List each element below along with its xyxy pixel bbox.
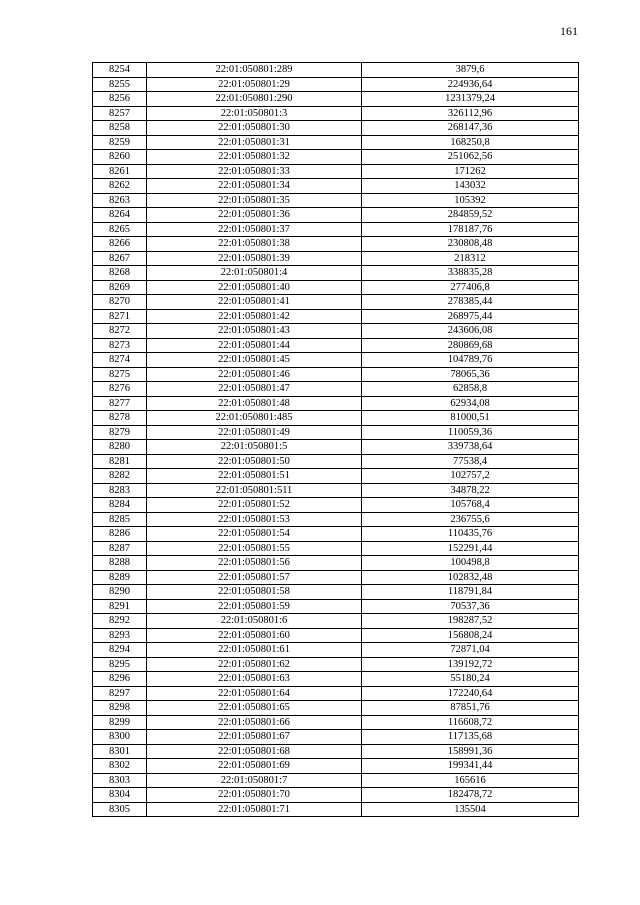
table-row — [93, 106, 579, 121]
cadastral-value-cell: 199341,44 — [362, 759, 579, 774]
table-row — [93, 179, 579, 194]
cadastral-value-cell: 158991,36 — [362, 744, 579, 759]
cadastral-number-cell: 22:01:050801:51 — [147, 469, 362, 484]
row-number-cell: 8269 — [93, 280, 147, 295]
row-number-cell: 8292 — [93, 614, 147, 629]
cadastral-number-cell: 22:01:050801:290 — [147, 92, 362, 107]
cadastral-number-cell: 22:01:050801:65 — [147, 701, 362, 716]
cadastral-number-cell: 22:01:050801:485 — [147, 411, 362, 426]
table-row — [93, 353, 579, 368]
cadastral-value-cell: 198287,52 — [362, 614, 579, 629]
table-row — [93, 570, 579, 585]
table-row — [93, 556, 579, 571]
cadastral-value-cell: 243606,08 — [362, 324, 579, 339]
table-row — [93, 150, 579, 165]
cadastral-value-cell: 110059,36 — [362, 425, 579, 440]
table-row — [93, 672, 579, 687]
cadastral-value-cell: 78065,36 — [362, 367, 579, 382]
table-row — [93, 208, 579, 223]
row-number-cell: 8301 — [93, 744, 147, 759]
cadastral-value-cell: 70537,36 — [362, 599, 579, 614]
cadastral-value-cell: 152291,44 — [362, 541, 579, 556]
row-number-cell: 8287 — [93, 541, 147, 556]
table-row — [93, 266, 579, 281]
cadastral-value-cell: 110435,76 — [362, 527, 579, 542]
cadastral-number-cell: 22:01:050801:55 — [147, 541, 362, 556]
row-number-cell: 8272 — [93, 324, 147, 339]
table-row — [93, 454, 579, 469]
cadastral-value-cell: 338835,28 — [362, 266, 579, 281]
cadastral-number-cell: 22:01:050801:30 — [147, 121, 362, 136]
cadastral-value-cell: 268147,36 — [362, 121, 579, 136]
cadastral-number-cell: 22:01:050801:29 — [147, 77, 362, 92]
cadastral-number-cell: 22:01:050801:6 — [147, 614, 362, 629]
cadastral-value-cell: 156808,24 — [362, 628, 579, 643]
cadastral-value-cell: 218312 — [362, 251, 579, 266]
row-number-cell: 8283 — [93, 483, 147, 498]
cadastral-value-cell: 104789,76 — [362, 353, 579, 368]
cadastral-value-cell: 139192,72 — [362, 657, 579, 672]
cadastral-number-cell: 22:01:050801:69 — [147, 759, 362, 774]
cadastral-number-cell: 22:01:050801:67 — [147, 730, 362, 745]
row-number-cell: 8271 — [93, 309, 147, 324]
table-row — [93, 802, 579, 817]
row-number-cell: 8266 — [93, 237, 147, 252]
cadastral-number-cell: 22:01:050801:3 — [147, 106, 362, 121]
table-row — [93, 396, 579, 411]
table-row — [93, 599, 579, 614]
cadastral-value-cell: 55180,24 — [362, 672, 579, 687]
row-number-cell: 8264 — [93, 208, 147, 223]
row-number-cell: 8275 — [93, 367, 147, 382]
cadastral-value-cell: 87851,76 — [362, 701, 579, 716]
table-row — [93, 440, 579, 455]
row-number-cell: 8257 — [93, 106, 147, 121]
table-row — [93, 483, 579, 498]
cadastral-number-cell: 22:01:050801:68 — [147, 744, 362, 759]
cadastral-number-cell: 22:01:050801:33 — [147, 164, 362, 179]
cadastral-number-cell: 22:01:050801:60 — [147, 628, 362, 643]
table-row — [93, 715, 579, 730]
cadastral-number-cell: 22:01:050801:7 — [147, 773, 362, 788]
cadastral-value-cell: 284859,52 — [362, 208, 579, 223]
table-row — [93, 585, 579, 600]
cadastral-number-cell: 22:01:050801:56 — [147, 556, 362, 571]
row-number-cell: 8256 — [93, 92, 147, 107]
cadastral-number-cell: 22:01:050801:59 — [147, 599, 362, 614]
cadastral-value-cell: 178187,76 — [362, 222, 579, 237]
cadastral-number-cell: 22:01:050801:62 — [147, 657, 362, 672]
row-number-cell: 8289 — [93, 570, 147, 585]
table-row — [93, 193, 579, 208]
table-row — [93, 788, 579, 803]
table-row — [93, 759, 579, 774]
cadastral-number-cell: 22:01:050801:47 — [147, 382, 362, 397]
cadastral-value-cell: 172240,64 — [362, 686, 579, 701]
row-number-cell: 8270 — [93, 295, 147, 310]
row-number-cell: 8280 — [93, 440, 147, 455]
row-number-cell: 8285 — [93, 512, 147, 527]
table-row — [93, 614, 579, 629]
cadastral-value-cell: 62858,8 — [362, 382, 579, 397]
table-row — [93, 367, 579, 382]
cadastral-value-cell: 105768,4 — [362, 498, 579, 513]
table-row — [93, 701, 579, 716]
cadastral-number-cell: 22:01:050801:34 — [147, 179, 362, 194]
row-number-cell: 8294 — [93, 643, 147, 658]
cadastral-value-cell: 268975,44 — [362, 309, 579, 324]
table-row — [93, 77, 579, 92]
cadastral-value-cell: 339738,64 — [362, 440, 579, 455]
table-row — [93, 686, 579, 701]
row-number-cell: 8254 — [93, 63, 147, 78]
table-row — [93, 251, 579, 266]
row-number-cell: 8259 — [93, 135, 147, 150]
cadastral-number-cell: 22:01:050801:41 — [147, 295, 362, 310]
cadastral-value-cell: 77538,4 — [362, 454, 579, 469]
cadastral-number-cell: 22:01:050801:71 — [147, 802, 362, 817]
row-number-cell: 8268 — [93, 266, 147, 281]
row-number-cell: 8300 — [93, 730, 147, 745]
cadastral-number-cell: 22:01:050801:53 — [147, 512, 362, 527]
table-row — [93, 527, 579, 542]
row-number-cell: 8286 — [93, 527, 147, 542]
cadastral-number-cell: 22:01:050801:46 — [147, 367, 362, 382]
row-number-cell: 8297 — [93, 686, 147, 701]
cadastral-number-cell: 22:01:050801:4 — [147, 266, 362, 281]
cadastral-value-cell: 277406,8 — [362, 280, 579, 295]
table-row — [93, 92, 579, 107]
row-number-cell: 8295 — [93, 657, 147, 672]
row-number-cell: 8296 — [93, 672, 147, 687]
table-row — [93, 309, 579, 324]
row-number-cell: 8276 — [93, 382, 147, 397]
cadastral-number-cell: 22:01:050801:35 — [147, 193, 362, 208]
table-row — [93, 295, 579, 310]
cadastral-number-cell: 22:01:050801:63 — [147, 672, 362, 687]
cadastral-number-cell: 22:01:050801:58 — [147, 585, 362, 600]
cadastral-number-cell: 22:01:050801:49 — [147, 425, 362, 440]
cadastral-number-cell: 22:01:050801:44 — [147, 338, 362, 353]
table-row — [93, 121, 579, 136]
table-row — [93, 541, 579, 556]
cadastral-value-cell: 102832,48 — [362, 570, 579, 585]
table-row — [93, 324, 579, 339]
row-number-cell: 8261 — [93, 164, 147, 179]
table-row — [93, 425, 579, 440]
row-number-cell: 8265 — [93, 222, 147, 237]
table-row — [93, 469, 579, 484]
row-number-cell: 8278 — [93, 411, 147, 426]
table-row — [93, 237, 579, 252]
row-number-cell: 8290 — [93, 585, 147, 600]
cadastral-number-cell: 22:01:050801:37 — [147, 222, 362, 237]
cadastral-number-cell: 22:01:050801:43 — [147, 324, 362, 339]
cadastral-value-cell: 1231379,24 — [362, 92, 579, 107]
cadastral-value-cell: 117135,68 — [362, 730, 579, 745]
row-number-cell: 8304 — [93, 788, 147, 803]
row-number-cell: 8302 — [93, 759, 147, 774]
cadastral-value-cell: 278385,44 — [362, 295, 579, 310]
cadastral-value-cell: 236755,6 — [362, 512, 579, 527]
row-number-cell: 8281 — [93, 454, 147, 469]
row-number-cell: 8293 — [93, 628, 147, 643]
cadastral-number-cell: 22:01:050801:39 — [147, 251, 362, 266]
row-number-cell: 8305 — [93, 802, 147, 817]
cadastral-value-cell: 3879,6 — [362, 63, 579, 78]
row-number-cell: 8267 — [93, 251, 147, 266]
cadastral-value-cell: 81000,51 — [362, 411, 579, 426]
page-number: 161 — [560, 24, 578, 38]
table-row — [93, 382, 579, 397]
cadastral-number-cell: 22:01:050801:57 — [147, 570, 362, 585]
table-row — [93, 135, 579, 150]
cadastral-number-cell: 22:01:050801:32 — [147, 150, 362, 165]
cadastral-value-cell: 280869,68 — [362, 338, 579, 353]
row-number-cell: 8288 — [93, 556, 147, 571]
row-number-cell: 8282 — [93, 469, 147, 484]
cadastral-number-cell: 22:01:050801:511 — [147, 483, 362, 498]
table-row — [93, 411, 579, 426]
cadastral-number-cell: 22:01:050801:42 — [147, 309, 362, 324]
row-number-cell: 8258 — [93, 121, 147, 136]
table-row — [93, 498, 579, 513]
cadastral-number-cell: 22:01:050801:31 — [147, 135, 362, 150]
row-number-cell: 8277 — [93, 396, 147, 411]
table-row — [93, 744, 579, 759]
cadastral-value-cell: 100498,8 — [362, 556, 579, 571]
row-number-cell: 8279 — [93, 425, 147, 440]
row-number-cell: 8284 — [93, 498, 147, 513]
table-row — [93, 222, 579, 237]
row-number-cell: 8260 — [93, 150, 147, 165]
table-row — [93, 280, 579, 295]
cadastral-number-cell: 22:01:050801:54 — [147, 527, 362, 542]
cadastral-number-cell: 22:01:050801:61 — [147, 643, 362, 658]
row-number-cell: 8303 — [93, 773, 147, 788]
cadastral-value-cell: 326112,96 — [362, 106, 579, 121]
cadastral-value-cell: 165616 — [362, 773, 579, 788]
cadastral-value-cell: 102757,2 — [362, 469, 579, 484]
cadastral-number-cell: 22:01:050801:45 — [147, 353, 362, 368]
cadastral-value-cell: 143032 — [362, 179, 579, 194]
cadastral-value-cell: 34878,22 — [362, 483, 579, 498]
cadastral-value-cell: 72871,04 — [362, 643, 579, 658]
table-row — [93, 730, 579, 745]
cadastral-number-cell: 22:01:050801:40 — [147, 280, 362, 295]
cadastral-number-cell: 22:01:050801:52 — [147, 498, 362, 513]
cadastral-number-cell: 22:01:050801:36 — [147, 208, 362, 223]
cadastral-number-cell: 22:01:050801:70 — [147, 788, 362, 803]
table-row — [93, 628, 579, 643]
table-row — [93, 643, 579, 658]
row-number-cell: 8274 — [93, 353, 147, 368]
cadastral-value-cell: 116608,72 — [362, 715, 579, 730]
cadastral-value-cell: 168250,8 — [362, 135, 579, 150]
cadastral-value-cell: 182478,72 — [362, 788, 579, 803]
row-number-cell: 8291 — [93, 599, 147, 614]
row-number-cell: 8298 — [93, 701, 147, 716]
table-body — [93, 63, 579, 817]
cadastral-number-cell: 22:01:050801:66 — [147, 715, 362, 730]
cadastral-number-cell: 22:01:050801:64 — [147, 686, 362, 701]
cadastral-value-cell: 118791,84 — [362, 585, 579, 600]
table-row — [93, 773, 579, 788]
cadastral-value-cell: 135504 — [362, 802, 579, 817]
cadastral-number-cell: 22:01:050801:48 — [147, 396, 362, 411]
cadastral-value-cell: 230808,48 — [362, 237, 579, 252]
cadastral-value-cell: 171262 — [362, 164, 579, 179]
table-row — [93, 657, 579, 672]
table-row — [93, 164, 579, 179]
row-number-cell: 8255 — [93, 77, 147, 92]
row-number-cell: 8262 — [93, 179, 147, 194]
cadastral-number-cell: 22:01:050801:289 — [147, 63, 362, 78]
cadastral-number-cell: 22:01:050801:50 — [147, 454, 362, 469]
table-row — [93, 63, 579, 78]
cadastral-value-cell: 251062,56 — [362, 150, 579, 165]
cadastral-value-cell: 62934,08 — [362, 396, 579, 411]
table-row — [93, 512, 579, 527]
cadastral-number-cell: 22:01:050801:5 — [147, 440, 362, 455]
cadastral-value-cell: 105392 — [362, 193, 579, 208]
row-number-cell: 8299 — [93, 715, 147, 730]
cadastral-value-table — [92, 62, 579, 817]
cadastral-number-cell: 22:01:050801:38 — [147, 237, 362, 252]
cadastral-value-cell: 224936,64 — [362, 77, 579, 92]
row-number-cell: 8273 — [93, 338, 147, 353]
row-number-cell: 8263 — [93, 193, 147, 208]
table-row — [93, 338, 579, 353]
